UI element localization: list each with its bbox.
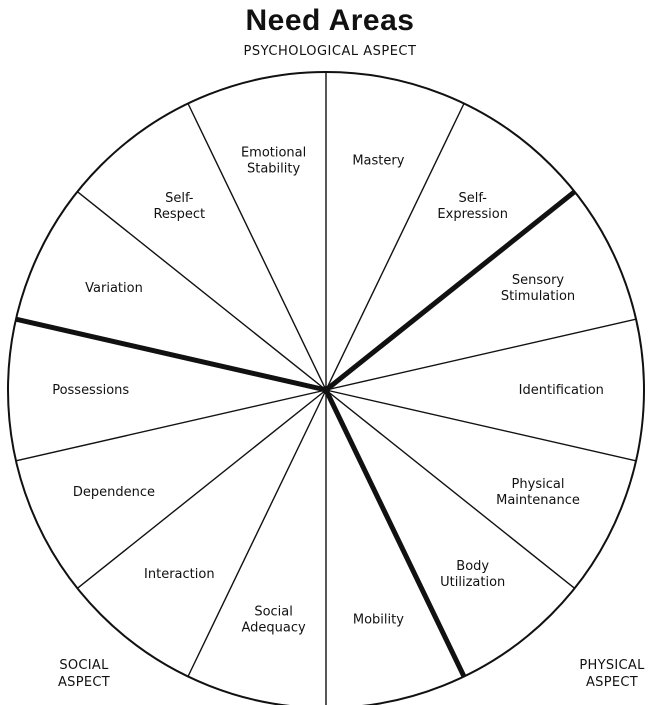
physical-aspect-label xyxy=(552,657,660,691)
sector-label-line: Social xyxy=(254,604,293,620)
sector-label-line: Dependence xyxy=(72,485,156,501)
sector-label xyxy=(241,146,306,177)
sector-label xyxy=(85,281,143,296)
sector-label-line: Expression xyxy=(437,207,508,222)
sector-divider-line xyxy=(16,390,326,461)
sector-label xyxy=(73,485,155,500)
sector-label-line: Physical xyxy=(511,477,565,493)
sector-label-line: Maintenance xyxy=(496,493,580,509)
sector-label-line: Identification xyxy=(518,383,604,398)
sector-label-line: Variation xyxy=(85,280,143,296)
sector-label xyxy=(440,559,505,590)
sector-label-line: Self- xyxy=(165,191,194,206)
sector-label-line: Respect xyxy=(153,207,206,222)
social-aspect-label-line1: SOCIAL xyxy=(59,658,109,673)
sector-label xyxy=(519,383,604,398)
social-aspect-label-line2: ASPECT xyxy=(57,675,111,690)
sector-label xyxy=(241,604,306,635)
sector-label-line: Adequacy xyxy=(241,620,306,636)
sector-label-line: Utilization xyxy=(440,575,506,590)
sector-label xyxy=(501,273,575,304)
sector-label xyxy=(352,154,404,169)
sector-label xyxy=(353,612,404,627)
sector-label-line: Sensory xyxy=(511,272,565,288)
psychological-aspect-label: PSYCHOLOGICAL ASPECT xyxy=(243,44,417,59)
aspect-divider-line xyxy=(326,390,464,677)
sector-label xyxy=(437,191,508,222)
sector-label xyxy=(144,567,215,582)
wheel-hub xyxy=(322,386,330,394)
physical-aspect-label-line2: ASPECT xyxy=(585,675,639,690)
sector-label xyxy=(52,383,129,398)
sector-divider-line xyxy=(326,104,464,391)
sector-label-line: Body xyxy=(456,559,490,574)
sector-label-line: Mastery xyxy=(352,153,405,169)
sector-label-line: Stability xyxy=(246,161,301,177)
aspect-divider-line xyxy=(16,319,326,390)
sector-label-line: Mobility xyxy=(352,612,404,628)
sector-label xyxy=(496,477,580,508)
sector-label-line: Emotional xyxy=(240,145,307,161)
social-aspect-label xyxy=(24,657,144,691)
sector-label-line: Possessions xyxy=(52,383,130,398)
physical-aspect-label-line1: PHYSICAL xyxy=(579,658,645,673)
sector-label-line: Interaction xyxy=(144,567,215,582)
sector-label xyxy=(153,191,205,222)
sector-label-line: Self- xyxy=(458,191,487,206)
sector-divider-line xyxy=(326,390,636,461)
diagram-title: Need Areas xyxy=(245,4,415,37)
sector-label-line: Stimulation xyxy=(500,288,576,304)
